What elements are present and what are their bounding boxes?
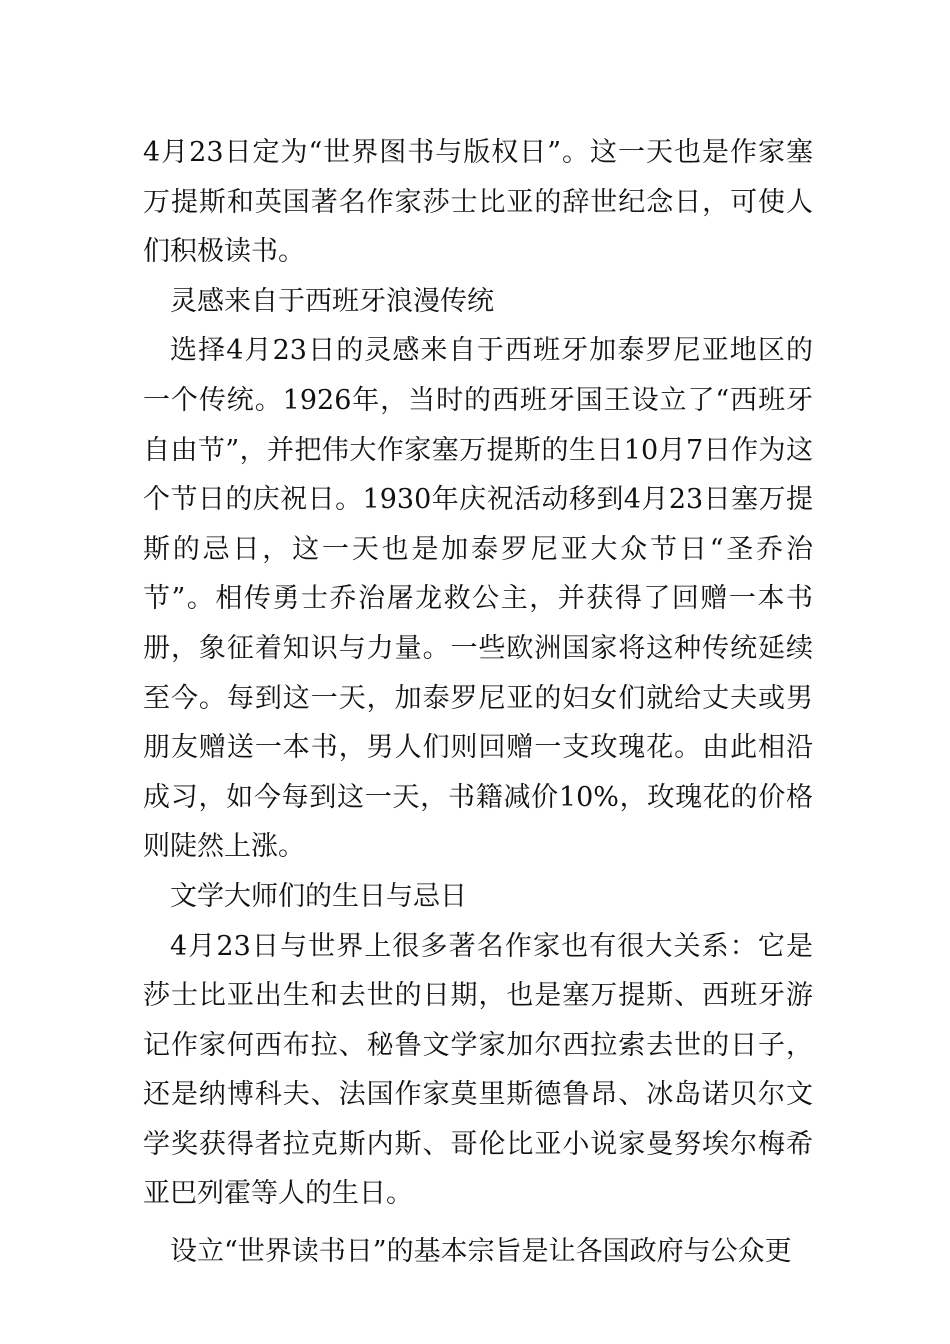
paragraph-world-book-day-date: 4月23日定为“世界图书与版权日”。这一天也是作家塞万提斯和英国著名作家莎士比亚的辞世纪念日，可使人们积极读书。	[143, 137, 813, 268]
paragraph-purpose: 设立“世界读书日”的基本宗旨是让各国政府与公众更	[170, 1236, 792, 1268]
document-body	[143, 128, 813, 1277]
paragraph-spanish-tradition: 选择4月23日的灵感来自于西班牙加泰罗尼亚地区的一个传统。1926年，当时的西班牙国王设立了“西班牙自由节”，并把伟大作家塞万提斯的生日10月7日作为这个节日的庆祝日。1930年庆祝活动移到4月23日塞万提斯的忌日，这一天也是加泰罗尼亚大众节日“圣乔治节”。相传勇士乔治屠龙救公主，并获得了回赠一本书册，象征着知识与力量。一些欧洲国家将这种传统延续至今。每到这一天，加泰罗尼亚的妇女们就给丈夫或男朋友赠送一本书，男人们则回赠一支玫瑰花。由此相沿成习，如今每到这一天，书籍减价10%，玫瑰花的价格则陡然上涨。	[143, 335, 813, 863]
section-heading-literary-masters: 文学大师们的生日与忌日	[170, 880, 467, 912]
section-heading-spanish-tradition: 灵感来自于西班牙浪漫传统	[170, 285, 494, 317]
paragraph-literary-masters: 4月23日与世界上很多著名作家也有很大关系：它是莎士比亚出生和去世的日期，也是塞万提斯、西班牙游记作家何西布拉、秘鲁文学家加尔西拉索去世的日子，还是纳博科夫、法国作家莫里斯德鲁昂、冰岛诺贝尔文学奖获得者拉克斯内斯、哥伦比亚小说家曼努埃尔梅希亚巴列霍等人的生日。	[143, 930, 813, 1210]
